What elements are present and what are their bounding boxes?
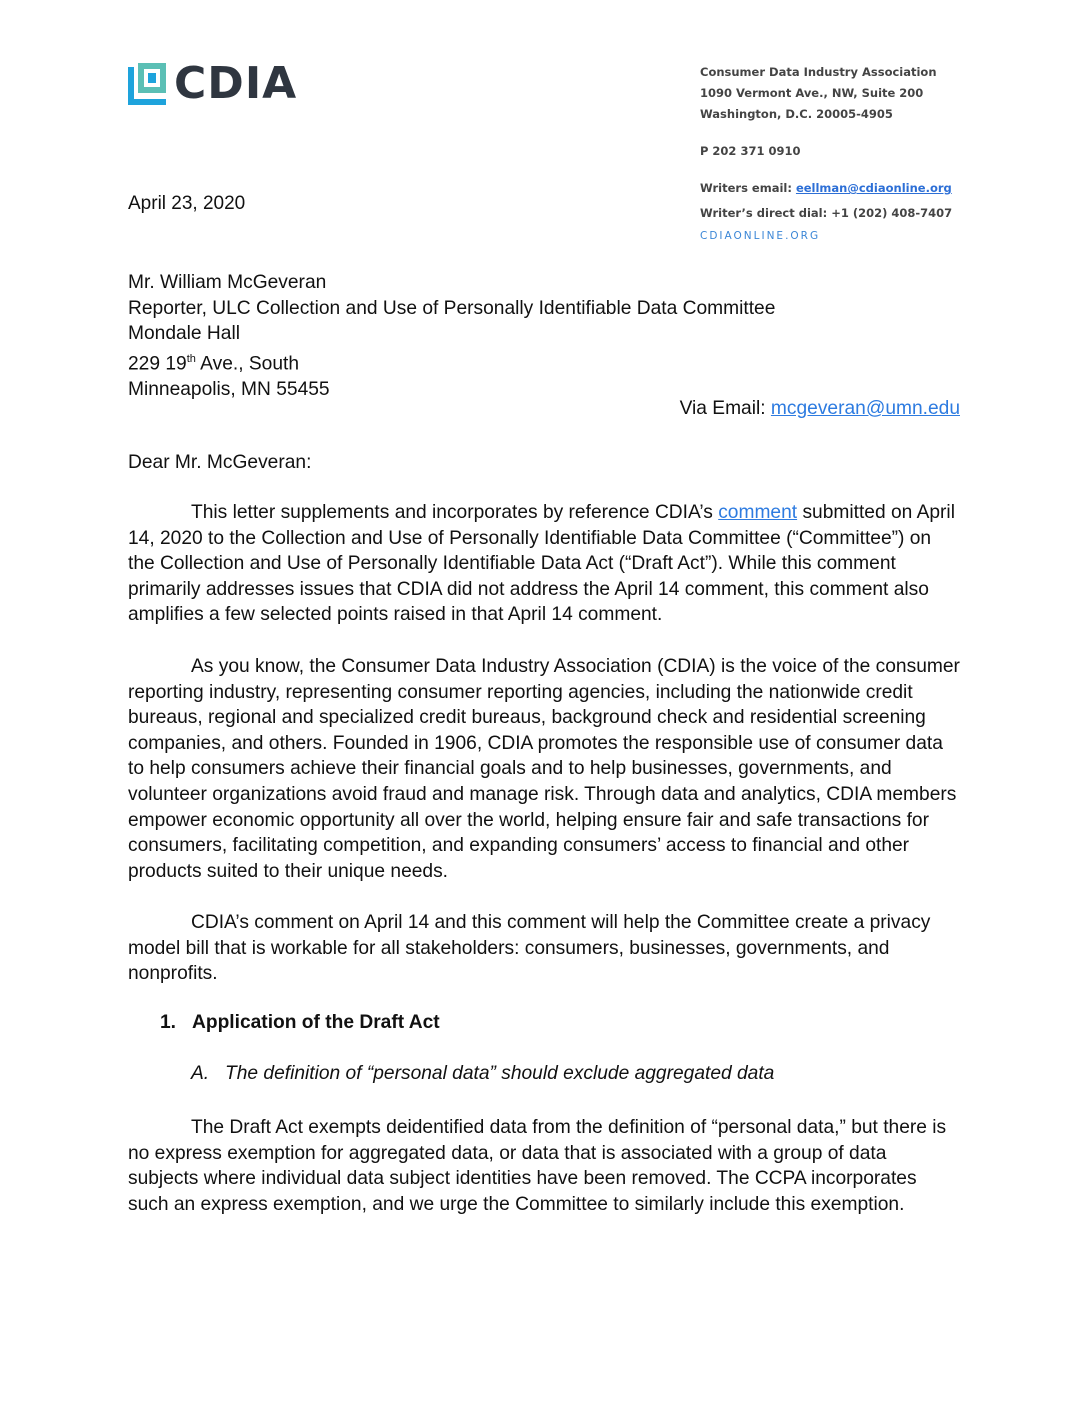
writer-email-label: Writers email:	[700, 181, 796, 195]
paragraph-4-text: The Draft Act exempts deidentified data from the definition of “personal data,” but there is no express exemption for aggregated data, or data that is associated with a group of data subjects where individual data subject identities have been removed. The CCPA incorporates such an express exemption, and we urge the Committee to similarly include this exemption.	[128, 1117, 947, 1215]
recipient-address	[128, 270, 960, 402]
org-website-link[interactable]: CDIAONLINE.ORG	[700, 230, 821, 242]
paragraph-2	[128, 654, 960, 884]
section-title: Application of the Draft Act	[192, 1012, 440, 1033]
org-address-line1: 1090 Vermont Ave., NW, Suite 200	[700, 86, 924, 100]
recipient-street	[128, 347, 960, 377]
paragraph-1-text-b: submitted on April 14, 2020 to the Collection and Use of Personally Identifiable Data Committee (“Committee”) on the Collection and Use of Personally Identifiable Data Act (“Draft Act”). While this comment primarily addresses issues that CDIA did not address the April 14 comment, this comment also amplifies a few selected points raised in that April 14 comment.	[128, 502, 955, 626]
cdia-logo-icon	[128, 63, 166, 105]
section-number: 1.	[160, 1012, 177, 1033]
street-rest: Ave., South	[195, 353, 299, 375]
via-email-label: Via Email:	[679, 398, 771, 419]
street-superscript: th	[186, 352, 196, 365]
recipient-city: Minneapolis, MN 55455	[128, 378, 330, 400]
salutation: Dear Mr. McGeveran:	[128, 452, 312, 473]
cdia-logo	[128, 58, 298, 109]
org-name: Consumer Data Industry Association	[700, 65, 937, 79]
subsection-title: The definition of “personal data” should exclude aggregated data	[225, 1063, 775, 1084]
logo-text: CDIA	[174, 58, 298, 109]
via-email	[680, 398, 960, 420]
org-phone: P 202 371 0910	[700, 144, 801, 158]
writer-email-link[interactable]: eellman@cdiaonline.org	[795, 181, 952, 195]
recipient-name: Mr. William McGeveran	[128, 272, 327, 293]
paragraph-1-text-a: This letter supplements and incorporates by reference CDIA’s	[191, 502, 719, 523]
org-address-line2: Washington, D.C. 20005-4905	[700, 107, 893, 121]
comment-link[interactable]: comment	[718, 502, 798, 523]
section-heading-1	[160, 1012, 440, 1034]
subsection-heading-a	[191, 1063, 774, 1085]
letter-date: April 23, 2020	[128, 193, 246, 214]
writer-email-line	[700, 178, 952, 199]
paragraph-4	[128, 1115, 960, 1217]
writer-direct-dial: Writer’s direct dial: +1 (202) 408-7407	[700, 206, 953, 220]
via-email-link[interactable]: mcgeveran@umn.edu	[770, 398, 960, 419]
paragraph-3-text: CDIA’s comment on April 14 and this comment will help the Committee create a privacy model bill that is workable for all stakeholders: consumers, businesses, governments, and nonprofits.	[128, 912, 931, 985]
subsection-letter: A.	[191, 1063, 210, 1084]
paragraph-3	[128, 910, 960, 987]
letterhead-contact	[700, 62, 952, 247]
recipient-title: Reporter, ULC Collection and Use of Personally Identifiable Data Committee	[128, 297, 776, 319]
paragraph-1	[128, 500, 960, 628]
paragraph-2-text: As you know, the Consumer Data Industry Association (CDIA) is the voice of the consumer reporting industry, representing consumer reporting agencies, including the nationwide credit bureaus, regional and specialized credit bureaus, background check and residential screening companies, and others. Founded in 1906, CDIA promotes the responsible use of consumer data to help consumers achieve their financial goals and to help businesses, governments, and volunteer organizations avoid fraud and manage risk. Through data and analytics, CDIA members empower economic opportunity all over the world, helping ensure fair and safe transactions for consumers, facilitating competition, and expanding consumers’ access to financial and other products suited to their unique needs.	[128, 656, 960, 882]
street-number: 229 19	[128, 353, 187, 375]
recipient-building: Mondale Hall	[128, 323, 240, 345]
